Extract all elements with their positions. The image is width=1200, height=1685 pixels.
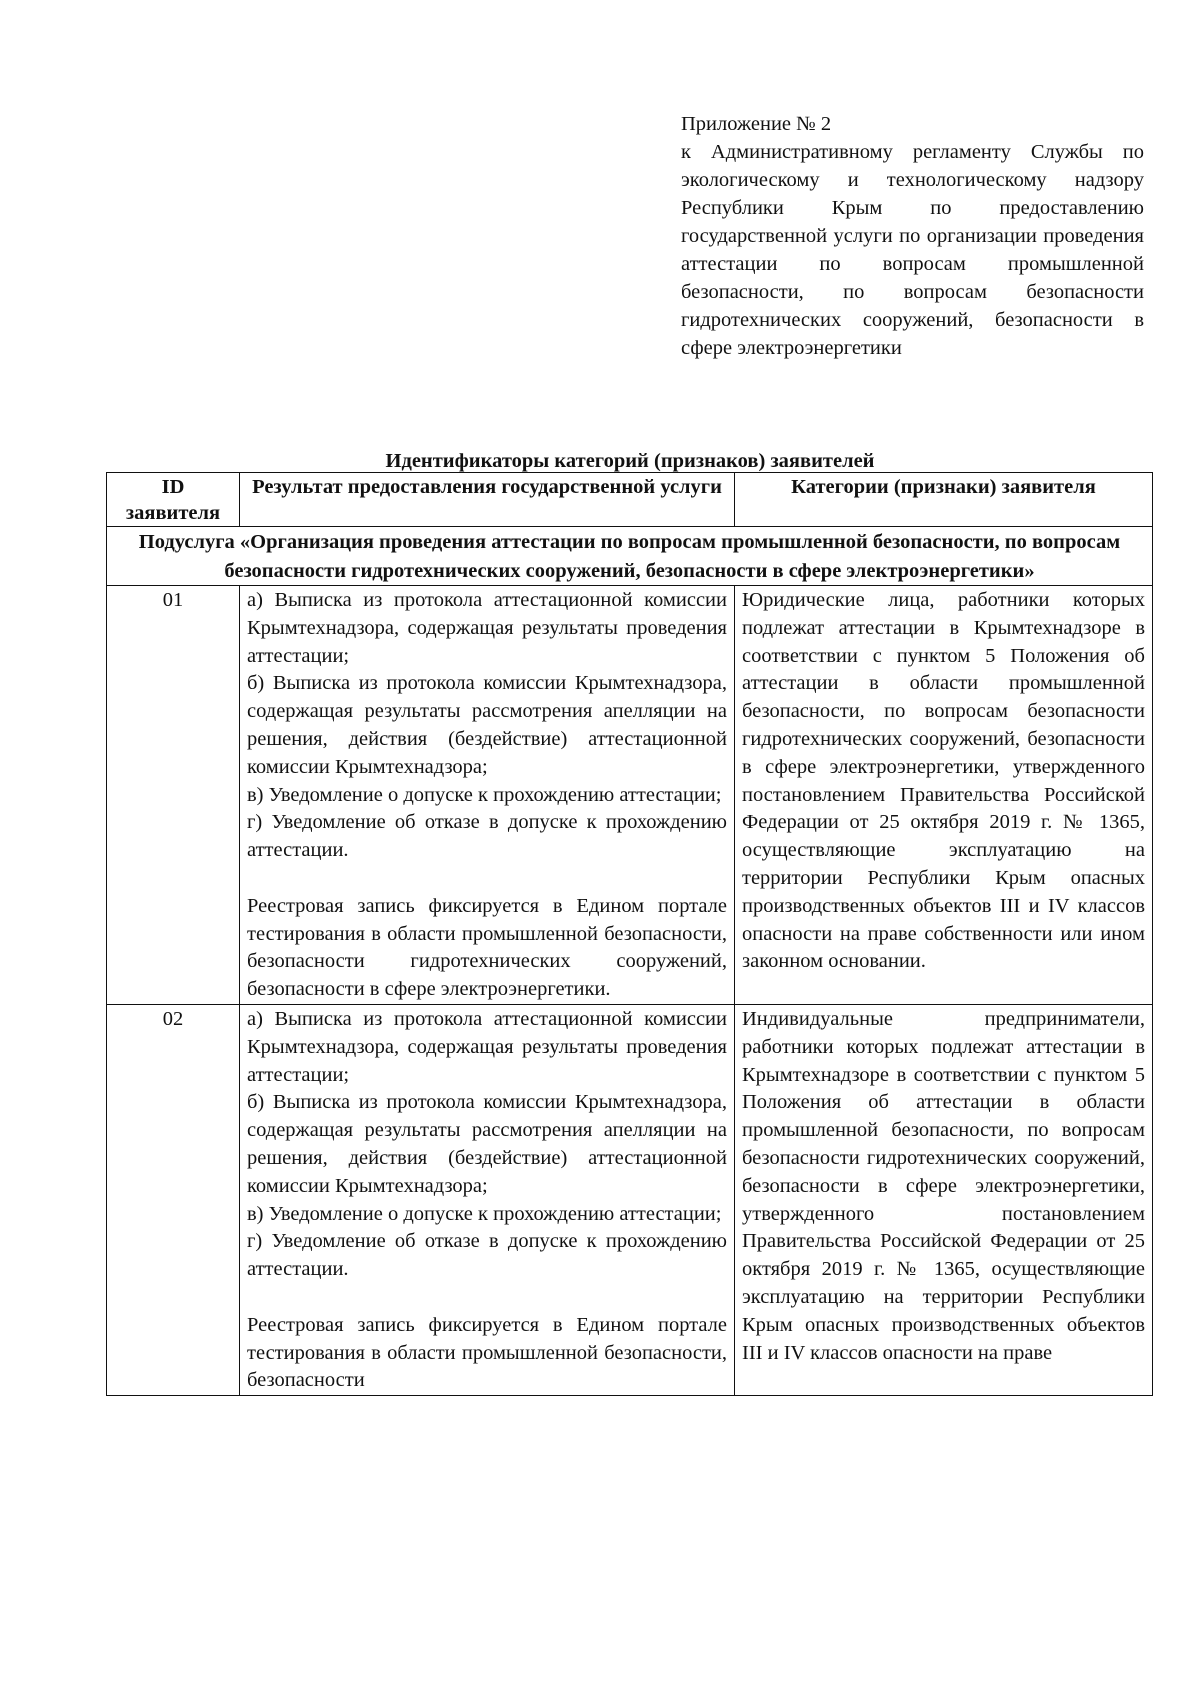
paragraph-gap [247,865,727,893]
result-item: г) Уведомление об отказе в допуске к прохождению аттестации. [247,811,727,862]
table-title: Идентификаторы категорий (признаков) заявителей [385,450,875,472]
category-cell: Юридические лица, работники которых подлежат аттестации в Крымтехнадзоре в соответствии с пунктом 5 Положения об аттестации в области промышленной безопасности, по вопросам безопасности гидротехнических сооружений, безопасности в сфере электроэнергетики, утвержденного постановлением Правительства Российской Федерации от 25 октября 2019 г. № 1365, осуществляющие эксплуатацию на территории Республики Крым опасных производственных объектов III и IV классов опасности на праве собственности или ином законном основании. [735,586,1153,1005]
appendix-description: к Административному регламенту Службы по экологическому и технологическому надзору Республики Крым по предоставлению государственной услуги по организации проведения аттестации по вопросам промышленной безопасности, по вопросам безопасности гидротехнических сооружений, безопасности в сфере электроэнергетики [681,141,1144,359]
subservice-title: Подуслуга «Организация проведения аттестации по вопросам промышленной безопасности, по вопросам безопасности гидротехнических сооружений, безопасности в сфере электроэнергетики» [107,527,1153,586]
header-result: Результат предоставления государственной услуги [240,473,735,527]
registry-note: Реестровая запись фиксируется в Едином портале тестирования в области промышленной безопасности, безопасности [247,1313,727,1392]
result-cell [240,586,735,1005]
table-row [107,586,1153,1005]
result-cell [240,1004,735,1395]
category-cell: Индивидуальные предприниматели, работники которых подлежат аттестации в Крымтехнадзоре в соответствии с пунктом 5 Положения об аттестации в области промышленной безопасности, по вопросам безопасности гидротехнических сооружений, безопасности в сфере электроэнергетики, утвержденного постановлением Правительства Российской Федерации от 25 октября 2019 г. № 1365, осуществляющие эксплуатацию на территории Республики Крым опасных производственных объектов III и IV классов опасности на праве [735,1004,1153,1395]
applicant-id: 02 [107,1004,240,1395]
subservice-row [107,527,1153,586]
result-item: а) Выписка из протокола аттестационной комиссии Крымтехнадзора, содержащая результаты проведения аттестации; [247,589,727,667]
applicant-id: 01 [107,586,240,1005]
result-item: б) Выписка из протокола комиссии Крымтехнадзора, содержащая результаты рассмотрения апелляции на решения, действия (бездействие) аттестационной комиссии Крымтехнадзора; [247,1091,727,1197]
result-item: а) Выписка из протокола аттестационной комиссии Крымтехнадзора, содержащая результаты проведения аттестации; [247,1007,727,1086]
table-header-row [107,473,1153,527]
result-item: в) Уведомление о допуске к прохождению аттестации; [247,1202,722,1225]
applicant-id-table [106,472,1153,1396]
result-item: г) Уведомление об отказе в допуске к прохождению аттестации. [247,1230,727,1281]
appendix-number: Приложение № 2 [681,113,832,135]
appendix-header [681,110,1144,362]
table-row [107,1004,1153,1395]
paragraph-gap [247,1284,727,1312]
result-item: б) Выписка из протокола комиссии Крымтехнадзора, содержащая результаты рассмотрения апелляции на решения, действия (бездействие) аттестационной комиссии Крымтехнадзора; [247,672,727,778]
header-id: ID заявителя [107,473,240,527]
header-category: Категории (признаки) заявителя [735,473,1153,527]
result-item: в) Уведомление о допуске к прохождению аттестации; [247,783,722,806]
registry-note: Реестровая запись фиксируется в Едином портале тестирования в области промышленной безопасности, безопасности гидротехнических сооружений, безопасности в сфере электроэнергетики. [247,894,727,1001]
